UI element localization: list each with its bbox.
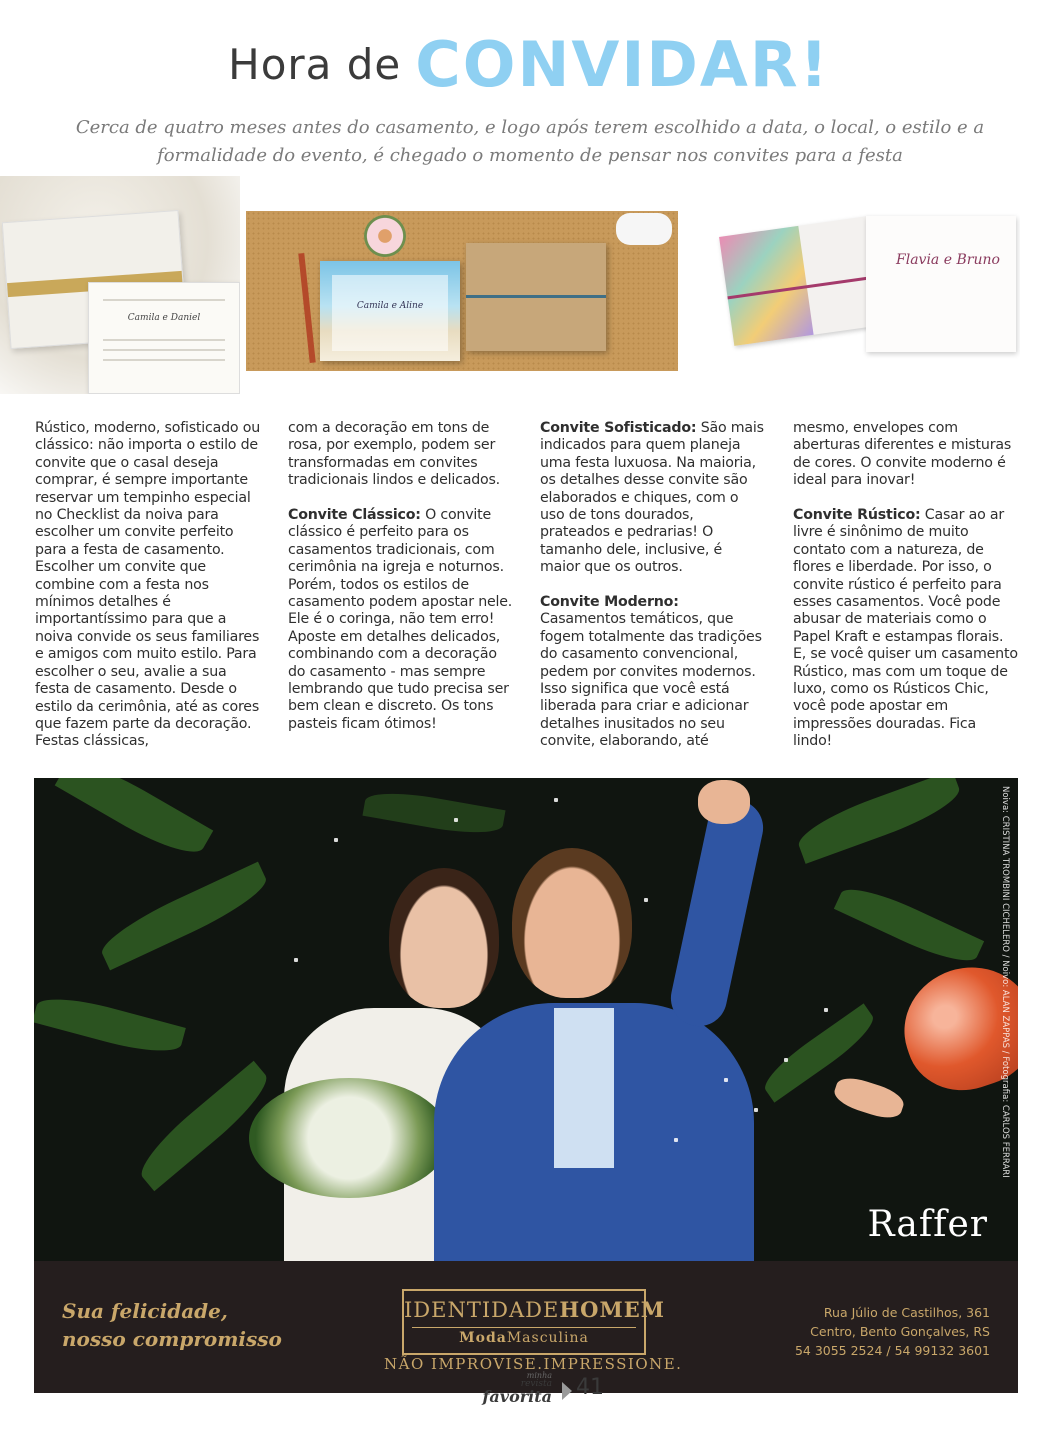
section-moderno [540, 594, 766, 751]
invitation-text-area [332, 275, 448, 351]
flower-decoration [364, 215, 406, 257]
rice-confetti [754, 1108, 758, 1112]
title-prefix: Hora de [228, 40, 402, 89]
text-column-2 [288, 420, 514, 751]
logo-word-1: IDENTIDADE [404, 1298, 560, 1322]
section-classico [288, 507, 514, 733]
ad-tagline: NÃO IMPROVISE.IMPRESSIONE. [384, 1355, 683, 1373]
beach-invitation-photo [246, 211, 678, 371]
logo-divider [412, 1327, 636, 1328]
phone-numbers: 54 3055 2524 / 54 99132 3601 [794, 1343, 990, 1358]
groom-shirt-tie [554, 1008, 614, 1168]
beach-couple-names: Camila e Aline [356, 301, 424, 311]
triangle-arrow-icon [562, 1382, 572, 1400]
address-line-2: Centro, Bento Gonçalves, RS [810, 1324, 990, 1339]
magazine-logo-line-3: favorita [482, 1387, 552, 1406]
text-line [103, 339, 225, 341]
rice-confetti [554, 798, 558, 802]
floral-invitation-photo [708, 212, 1020, 360]
paragraph: São mais indicados para quem planeja uma festa luxuosa. Na maioria, os detalhes desse convite são elaborados e chiques, com o uso de tons dourados, prateados e pedrarias! O tamanho dele, inclusive, é maior que os outros. [540, 420, 764, 576]
slogan-line-1: Sua felicidade, [62, 1299, 228, 1323]
palm-leaf [834, 878, 984, 972]
section-sofisticado [540, 420, 766, 577]
beach-invitation-card [320, 261, 460, 361]
paragraph: Casar ao ar livre é sinônimo de muito contato com a natureza, de flores e liberdade. Por isso, o convite rústico é perfeito para esses casamentos. Você pode abusar de materiais como o Papel Kraft e estampas florais. E, se você quiser um casamento Rústico, mas com um toque de luxo, como os Rústicos Chic, você pode apostar em impressões douradas. Fica lindo! [793, 507, 1018, 750]
palm-leaf [34, 989, 186, 1061]
groom-raised-arm [666, 795, 769, 1032]
text-column-3 [540, 420, 766, 768]
rice-confetti [724, 1078, 728, 1082]
section-heading: Convite Clássico: [288, 507, 421, 524]
rice-confetti [454, 818, 458, 822]
envelope-string [466, 295, 606, 298]
ad-slogan [62, 1297, 282, 1353]
section-heading: Convite Rústico: [793, 507, 921, 524]
rice-confetti [294, 958, 298, 962]
photo-credit [996, 786, 1010, 1226]
groom [512, 848, 632, 998]
palm-leaf [362, 786, 505, 840]
bridal-bouquet [249, 1078, 449, 1198]
section-rustico [793, 507, 1019, 751]
page-footer [484, 1372, 624, 1442]
paintbrush [298, 253, 315, 363]
magazine-logo-line-2: revista [520, 1379, 552, 1389]
invitation-card [88, 282, 240, 394]
text-column-1 [35, 420, 261, 768]
section-heading: Convite Sofisticado: [540, 420, 697, 436]
palm-leaf [793, 778, 966, 864]
rice-confetti [644, 898, 648, 902]
kraft-envelope [466, 243, 606, 351]
paragraph: Casamentos temáticos, que fogem totalmente das tradições do casamento convencional, pedem por convites modernos. Isso significa que você está liberada para criar e adicionar detalhes inusitados no seu convite, elaborando, até [540, 611, 762, 750]
palm-leaf [95, 862, 273, 971]
text-line [103, 299, 225, 301]
groom-fist [698, 780, 750, 824]
palm-leaf [55, 778, 214, 865]
store-address [795, 1303, 990, 1360]
logo-sub-word-1: Moda [459, 1330, 507, 1346]
logo-sub-word-2: Masculina [506, 1330, 589, 1346]
rice-confetti [824, 1008, 828, 1012]
rice-confetti [784, 1058, 788, 1062]
subtitle: Cerca de quatro meses antes do casamento, e logo após terem escolhido a data, o local, o estilo e a formalidade do evento, é chegado o momento de pensar nos convites para a festa [75, 117, 985, 166]
photo-credit-text: Noiva: CRISTINA TROMBINI CICHELERO / Noivo: ALAN ZAPPAS / Fotografia: CARLOS FERRARI [1000, 786, 1010, 1178]
text-line [103, 359, 225, 361]
identidade-homem-logo [402, 1289, 665, 1355]
logo-wordmark [404, 1297, 665, 1322]
title-highlight: CONVIDAR! [415, 28, 830, 101]
address-line-1: Rua Júlio de Castilhos, 361 [823, 1305, 990, 1320]
rice-confetti [334, 838, 338, 842]
magazine-logo-line-1: minha [526, 1371, 552, 1380]
classic-couple-names: Camila e Daniel [127, 313, 201, 323]
paint-palette [616, 213, 672, 245]
paragraph: Rústico, moderno, sofisticado ou clássico: não importa o estilo de convite que o casal deseja comprar, é sempre importante reservar um tempinho especial no Checklist da noiva para escolher um convite perfeito para a festa de casamento. Escolher um convite que combine com a festa nos mínimos detalhes é importantíssimo para que a noiva convide os seus familiares e amigos com muito estilo. Para escolher o seu, avalie a sua festa de casamento. Desde o estilo da cerimônia, até as cores que fazem parte da decoração. Festas clássicas, [35, 420, 260, 750]
guest-hand [831, 1073, 907, 1123]
page-number: 41 [576, 1375, 604, 1400]
slogan-line-2: nosso compromisso [62, 1327, 282, 1351]
rice-confetti [674, 1138, 678, 1142]
floral-couple-names: Flavia e Bruno [896, 252, 1000, 268]
classic-invitation-photo [0, 176, 240, 394]
floral-invitation-card [866, 216, 1016, 352]
paragraph: O convite clássico é perfeito para os casamentos tradicionais, com cerimônia na igreja e noturnos. Porém, todos os estilos de casamento podem apostar nele. Ele é o coringa, não tem erro! Aposte em detalhes delicados, combinando com a decoração do casamento - mas sempre lembrando que tudo precisa ser bem clean e discreto. Os tons pasteis ficam ótimos! [288, 507, 513, 732]
bride [389, 868, 499, 1008]
floral-envelope [719, 216, 883, 346]
wedding-couple-photo [34, 778, 1018, 1261]
text-line [103, 349, 225, 351]
paragraph: com a decoração em tons de rosa, por exemplo, podem ser transformadas em convites tradicionais lindos e delicados. [288, 420, 500, 489]
raffer-logo: Raffer [867, 1204, 988, 1245]
logo-word-2: HOMEM [559, 1297, 665, 1322]
section-heading: Convite Moderno: [540, 594, 679, 611]
paragraph: mesmo, envelopes com aberturas diferentes e misturas de cores. O convite moderno é ideal para inovar! [793, 420, 1012, 489]
text-column-4 [793, 420, 1019, 768]
page-title [0, 28, 1058, 101]
logo-subtitle [404, 1330, 644, 1346]
